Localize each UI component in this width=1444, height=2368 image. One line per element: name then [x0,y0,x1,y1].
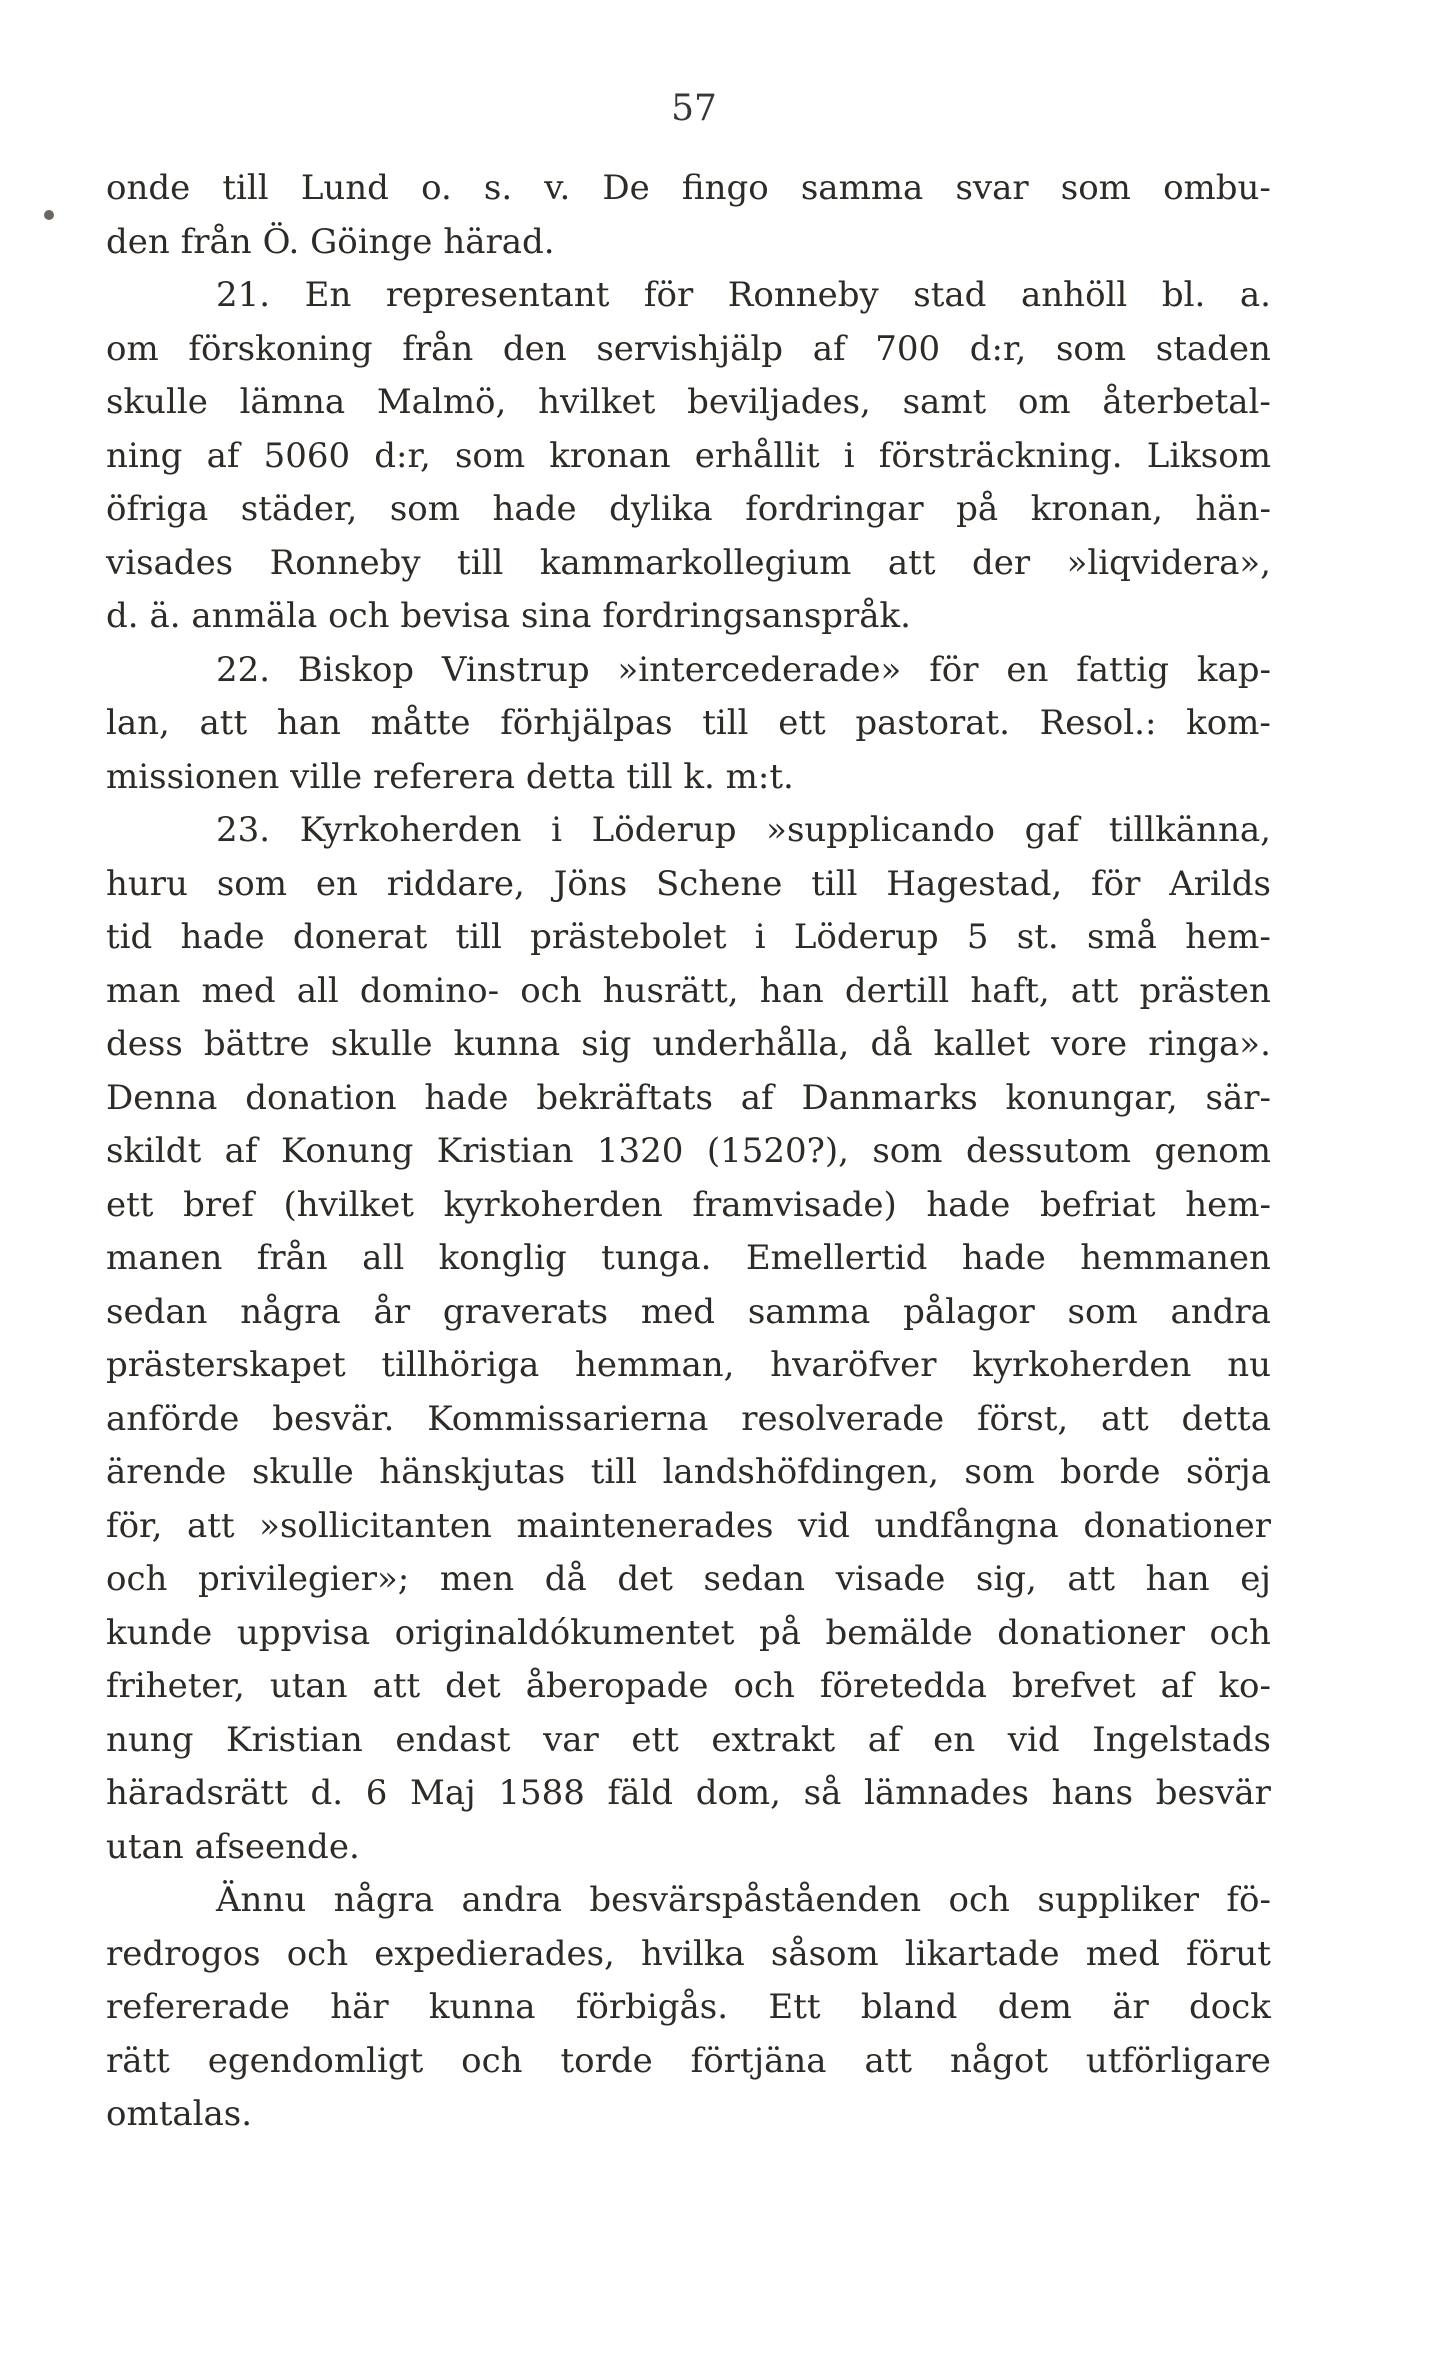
text-line: för, att »sollicitanten maintenerades vid undfångna donationer [106,1505,1271,1546]
text-line: skulle lämna Malmö, hvilket beviljades, samt om återbetal- [106,382,1271,422]
text-line: dess bättre skulle kunna sig underhålla, då kallet vore ringa». [106,1024,1271,1064]
text-line: 23. Kyrkoherden i Löderup »supplicando gaf tillkänna, [216,810,1271,850]
text-line: utan afseende. [106,1826,360,1867]
text-line: omtalas. [106,2094,253,2134]
text-line: den från Ö. Göinge härad. [106,221,555,262]
text-line: d. ä. anmäla och bevisa sina fordringsanspråk. [106,596,911,636]
text-line: skildt af Konung Kristian 1320 (1520?), som dessutom genom [106,1131,1271,1171]
text-line: refererade här kunna förbigås. Ett bland dem är dock [106,1987,1271,2027]
text-line: huru som en riddare, Jöns Schene till Hagestad, för Arilds [106,863,1271,904]
text-line: anförde besvär. Kommissarierna resolverade först, att detta [106,1398,1271,1439]
body-text [106,162,1271,2142]
text-line: visades Ronneby till kammarkollegium att der »liqvidera», [106,542,1271,583]
text-line: ett bref (hvilket kyrkoherden framvisade) hade befriat hem- [106,1184,1271,1225]
text-line: och privilegier»; men då det sedan visade sig, att han ej [106,1559,1271,1599]
text-line: 22. Biskop Vinstrup »intercederade» för en fattig kap- [216,649,1271,690]
text-line: sedan några år graverats med samma pålagor som andra [106,1291,1271,1332]
text-line: redrogos och expedierades, hvilka såsom likartade med förut [106,1933,1271,1974]
text-line: nung Kristian endast var ett extrakt af en vid Ingelstads [106,1719,1271,1760]
text-line: lan, att han måtte förhjälpas till ett pastorat. Resol.: kom- [106,703,1271,743]
text-line: häradsrätt d. 6 Maj 1588 fäld dom, så lämnades hans besvär [106,1773,1271,1813]
text-line: man med all domino- och husrätt, han dertill haft, att prästen [106,970,1271,1011]
text-line: missionen ville referera detta till k. m:t. [106,756,794,797]
text-line: tid hade donerat till prästebolet i Löderup 5 st. små hem- [106,917,1271,957]
page-number: 57 [671,88,717,129]
text-line: friheter, utan att det åberopade och företedda brefvet af ko- [106,1666,1271,1706]
text-line: ning af 5060 d:r, som kronan erhållit i försträckning. Liksom [106,435,1271,476]
text-line: Denna donation hade bekräftats af Danmarks konungar, sär- [106,1077,1271,1118]
text-line: kunde uppvisa originaldókumentet på bemälde donationer och [106,1612,1271,1653]
text-line: manen från all konglig tunga. Emellertid hade hemmanen [106,1238,1271,1278]
text-line: ärende skulle hänskjutas till landshöfdingen, som borde sörja [106,1452,1271,1492]
text-line: prästerskapet tillhöriga hemman, hvaröfver kyrkoherden nu [106,1345,1271,1385]
text-line: om förskoning från den servishjälp af 700 d:r, som staden [106,328,1271,369]
text-line: rätt egendomligt och torde förtjäna att något utförligare [106,2040,1271,2081]
text-line: Ännu några andra besvärspåståenden och suppliker fö- [216,1880,1271,1920]
ink-speck [44,210,54,220]
text-line: onde till Lund o. s. v. De fingo samma svar som ombu- [106,168,1271,208]
text-line: öfriga städer, som hade dylika fordringar på kronan, hän- [106,489,1271,529]
text-line: 21. En representant för Ronneby stad anhöll bl. a. [216,275,1271,315]
